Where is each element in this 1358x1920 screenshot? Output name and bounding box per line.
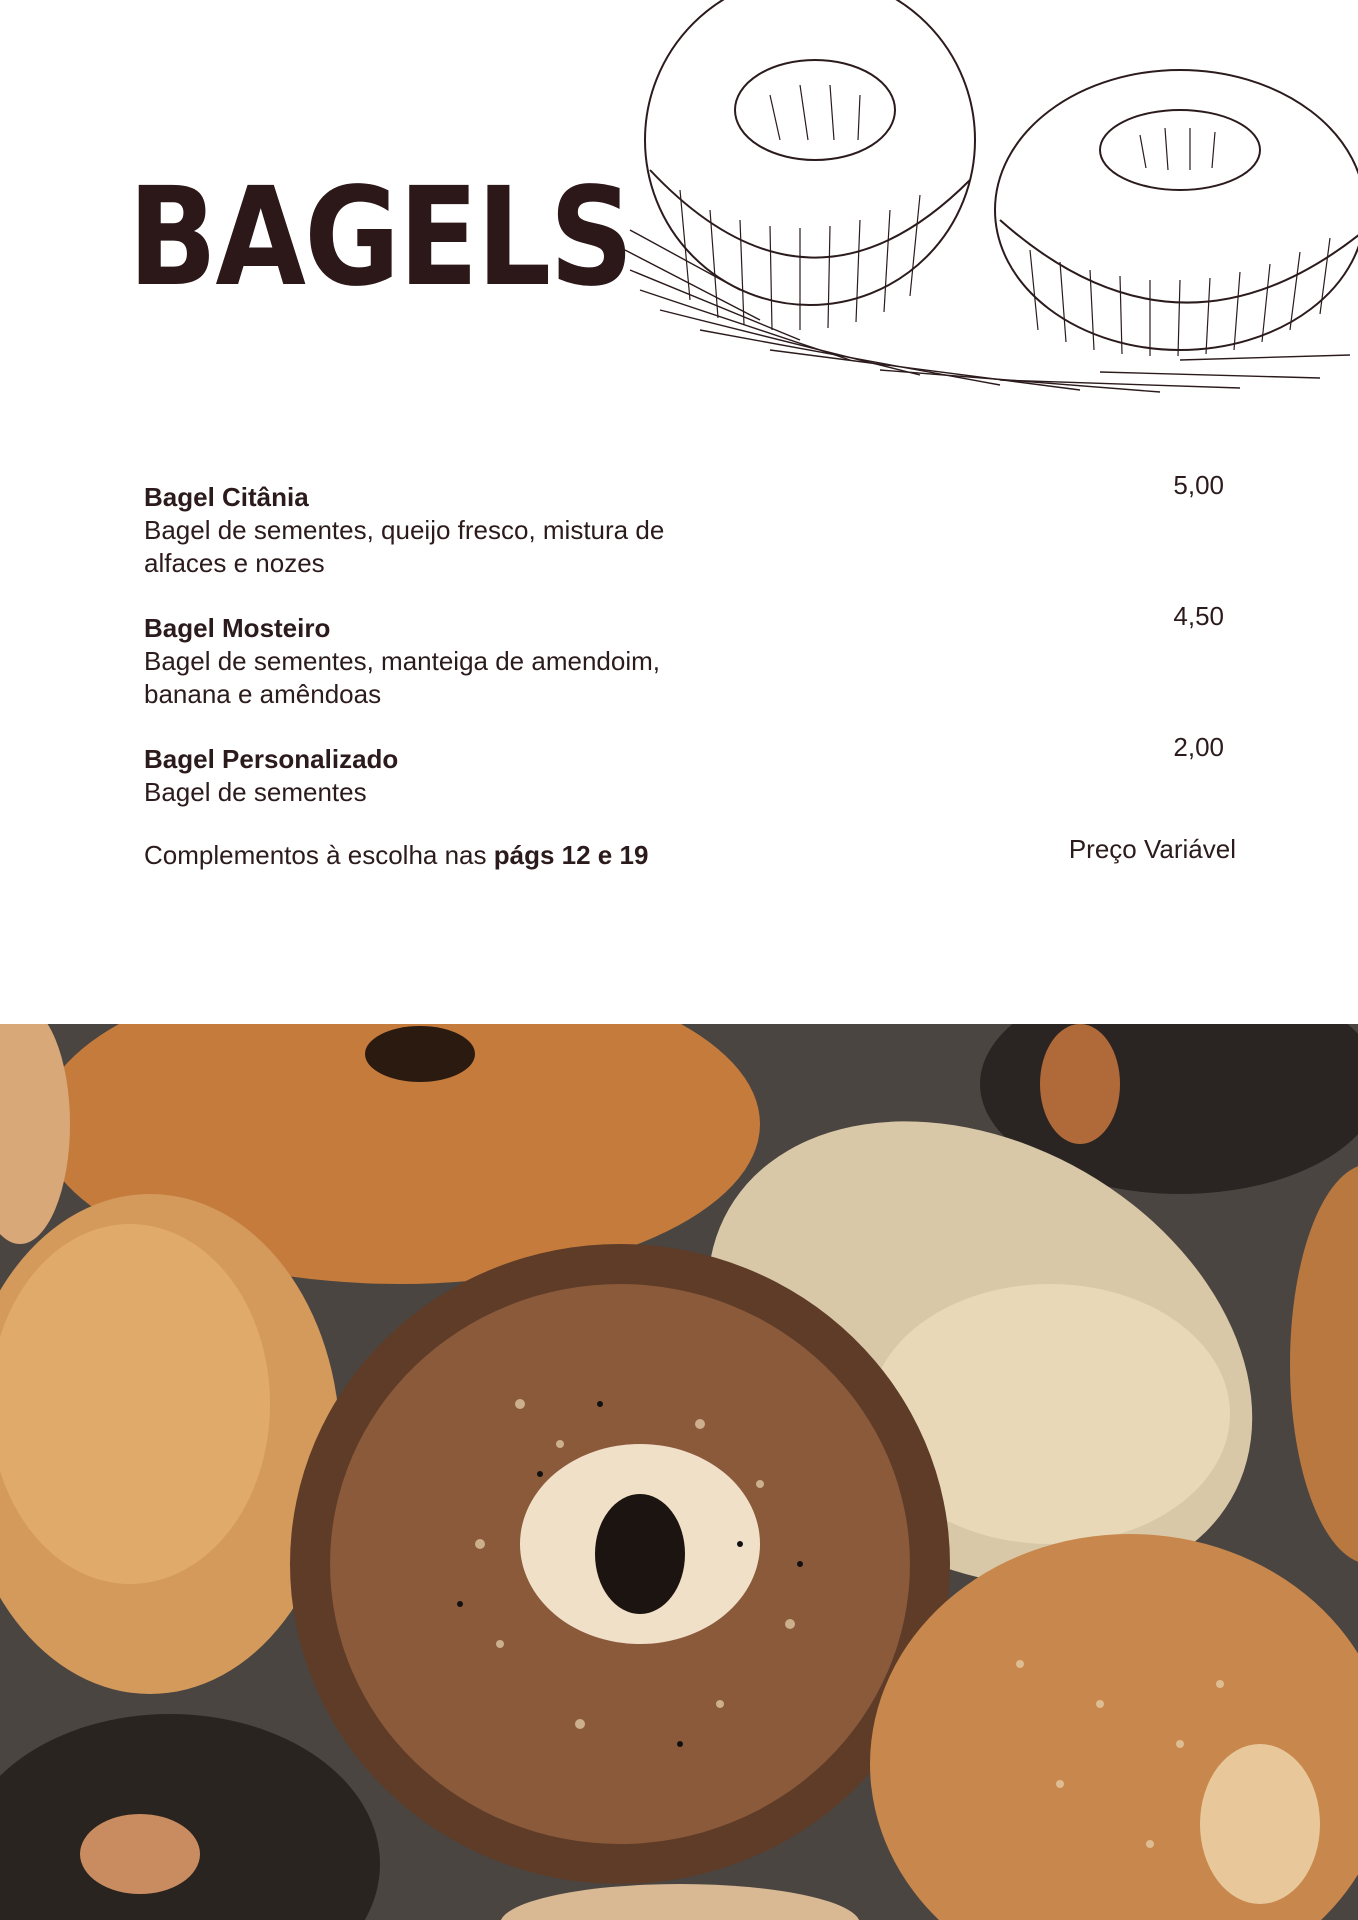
menu-item xyxy=(144,732,1224,809)
complements-note xyxy=(144,838,648,872)
item-price: 5,00 xyxy=(1173,470,1224,500)
complements-text: Complementos à escolha nas xyxy=(144,840,494,870)
menu-item xyxy=(144,601,1224,711)
bagels-sketch-illustration xyxy=(620,0,1358,400)
item-price: 4,50 xyxy=(1173,601,1224,631)
item-name: Bagel Citânia xyxy=(144,482,309,512)
item-name: Bagel Personalizado xyxy=(144,744,399,774)
variable-price: Preço Variável xyxy=(1068,834,1236,864)
item-description: Bagel de sementes, queijo fresco, mistura de alfaces e nozes xyxy=(144,515,665,578)
item-price: 2,00 xyxy=(1173,732,1224,762)
item-description: Bagel de sementes, manteiga de amendoim, banana e amêndoas xyxy=(144,646,660,709)
complements-pages: págs 12 e 19 xyxy=(493,840,649,870)
item-description: Bagel de sementes xyxy=(144,777,367,807)
menu-item xyxy=(144,470,1224,580)
bagels-photo xyxy=(0,1024,1358,1920)
page-title: BAGELS xyxy=(128,159,633,317)
item-name: Bagel Mosteiro xyxy=(144,613,331,643)
